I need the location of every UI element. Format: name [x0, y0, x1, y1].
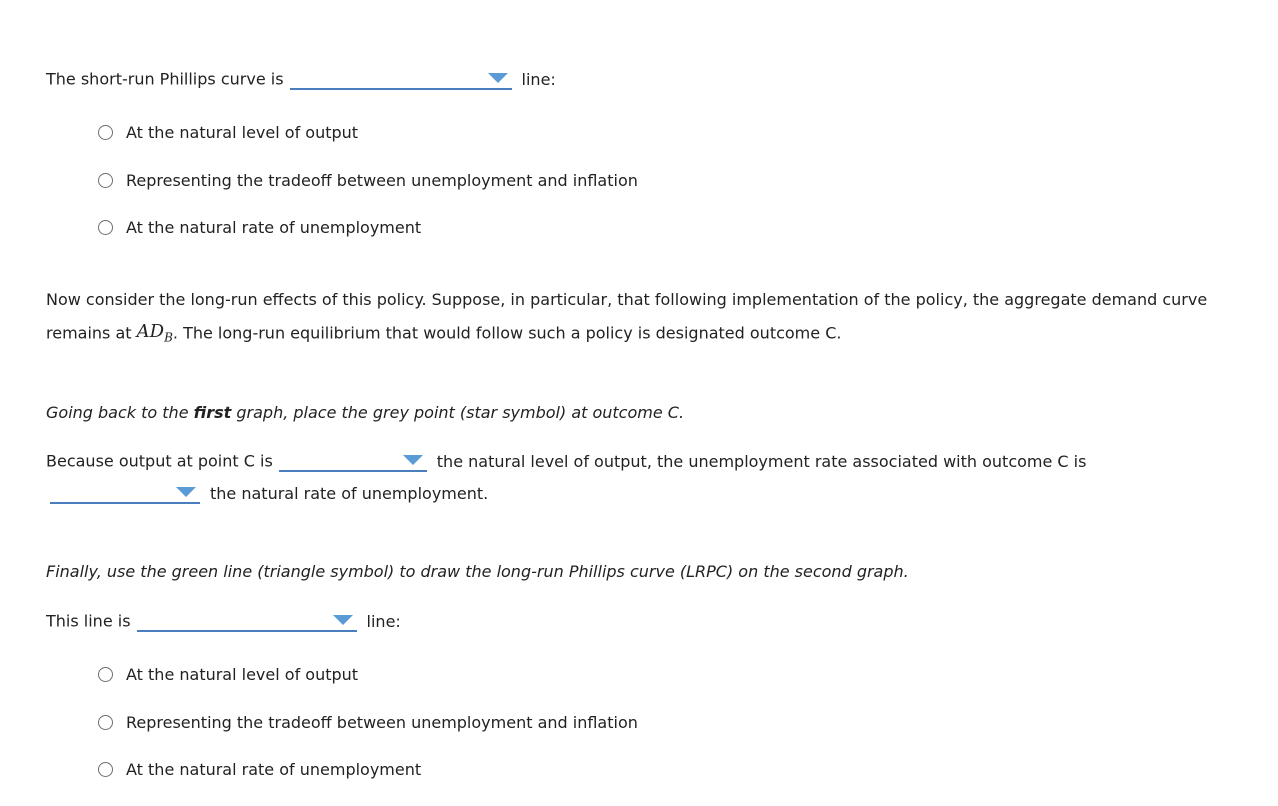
ad-sub: B [164, 330, 173, 345]
q2-dropdown-unemployment[interactable] [50, 482, 200, 504]
ad-main: AD [136, 321, 165, 342]
instruction-1-post: graph, place the grey point (star symbol) at outcome C. [236, 403, 685, 422]
q3-option-3-label: At the natural rate of unemployment [126, 760, 422, 779]
q3-option-1[interactable] [98, 665, 358, 684]
radio-button[interactable] [98, 762, 113, 777]
q1-option-1[interactable] [98, 123, 358, 142]
radio-button[interactable] [98, 173, 113, 188]
q3-suffix: line: [366, 611, 401, 631]
q2-suffix: the natural rate of unemployment. [210, 483, 489, 503]
instruction-1-pre: Going back to the [46, 403, 189, 422]
q3-option-1-label: At the natural level of output [126, 665, 359, 684]
q3-prefix: This line is [46, 611, 131, 631]
chevron-down-icon [176, 487, 196, 497]
instruction-1-bold: first [193, 403, 232, 422]
chevron-down-icon [333, 615, 353, 625]
radio-button[interactable] [98, 125, 113, 140]
paragraph-line-1: Now consider the long-run effects of this policy. Suppose, in particular, that following implementation of the policy, the aggregate demand curve [46, 290, 1208, 309]
instruction-1 [46, 402, 684, 422]
q1-suffix: line: [521, 69, 556, 89]
radio-button[interactable] [98, 715, 113, 730]
chevron-down-icon [403, 455, 423, 465]
chevron-down-icon [488, 73, 508, 83]
paragraph-line-2 [46, 321, 841, 345]
q3-sentence [46, 610, 401, 632]
paragraph-line-2-post: . The long-run equilibrium that would follow such a policy is designated outcome C. [172, 323, 842, 343]
q2-dropdown-output[interactable] [279, 450, 427, 472]
q1-dropdown[interactable] [290, 68, 512, 90]
q3-option-2-label: Representing the tradeoff between unemployment and inflation [126, 713, 638, 732]
radio-button[interactable] [98, 220, 113, 235]
q1-prefix: The short-run Phillips curve is [46, 69, 284, 89]
q2-sentence-line-1 [46, 450, 1086, 472]
q3-option-2[interactable] [98, 713, 638, 732]
q1-sentence [46, 68, 556, 90]
q3-option-3[interactable] [98, 760, 421, 779]
ad-b-symbol [136, 321, 173, 345]
q2-prefix: Because output at point C is [46, 451, 273, 471]
q1-option-3[interactable] [98, 218, 421, 237]
q2-sentence-line-2 [44, 482, 488, 504]
paragraph-line-2-pre: remains at [46, 323, 132, 343]
q1-option-2[interactable] [98, 171, 638, 190]
q1-option-1-label: At the natural level of output [126, 123, 359, 142]
q1-option-3-label: At the natural rate of unemployment [126, 218, 422, 237]
q3-dropdown[interactable] [137, 610, 357, 632]
instruction-2: Finally, use the green line (triangle symbol) to draw the long-run Phillips curve (LRPC) on the second graph. [46, 562, 909, 581]
q1-option-2-label: Representing the tradeoff between unemployment and inflation [126, 171, 638, 190]
radio-button[interactable] [98, 667, 113, 682]
q2-middle: the natural level of output, the unemployment rate associated with outcome C is [436, 451, 1087, 471]
